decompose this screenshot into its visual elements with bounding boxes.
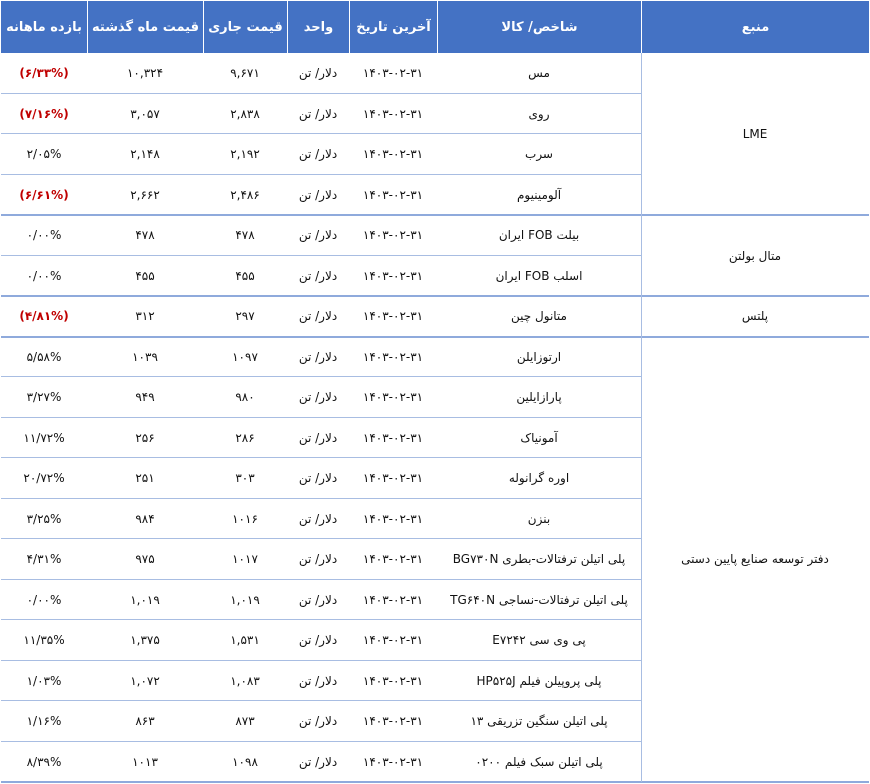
last-date-cell: ۱۴۰۳-۰۲-۳۱ — [362, 309, 424, 324]
monthly-return-cell: ۳/۲۷% — [26, 390, 62, 405]
commodity-cell: اوره گرانوله — [508, 471, 570, 486]
row-divider — [1, 579, 641, 580]
monthly-return-cell: ۱۱/۷۲% — [23, 430, 65, 445]
monthly-return-cell: (۴/۸۱%) — [19, 309, 69, 324]
last-date-cell: ۱۴۰۳-۰۲-۳۱ — [362, 633, 424, 648]
price-table — [1, 1, 869, 782]
last-date-cell: ۱۴۰۳-۰۲-۳۱ — [362, 66, 424, 81]
row-divider — [1, 498, 641, 499]
last-month-price-cell: ۱,۰۷۲ — [130, 673, 160, 688]
row-divider — [1, 295, 869, 297]
last-date-cell: ۱۴۰۳-۰۲-۳۱ — [362, 673, 424, 688]
current-price-cell: ۲,۸۳۸ — [230, 106, 260, 121]
current-price-cell: ۳۰۳ — [235, 471, 255, 486]
current-price-cell: ۹۸۰ — [235, 390, 255, 405]
monthly-return-cell: ۲۰/۷۲% — [23, 471, 65, 486]
current-price-cell: ۲,۱۹۲ — [230, 147, 260, 162]
last-date-cell: ۱۴۰۳-۰۲-۳۱ — [362, 106, 424, 121]
monthly-return-cell: ۰/۰۰% — [26, 592, 62, 607]
row-divider — [1, 741, 641, 742]
last-date-cell: ۱۴۰۳-۰۲-۳۱ — [362, 471, 424, 486]
commodity-cell: بنزن — [527, 511, 551, 526]
source-column-divider — [641, 53, 642, 782]
row-divider — [1, 255, 641, 256]
commodity-cell: پلی اتیلن سبک فیلم ۰۲۰۰ — [475, 754, 603, 769]
unit-cell: دلار/ تن — [298, 228, 338, 243]
unit-cell: دلار/ تن — [298, 673, 338, 688]
last-date-cell: ۱۴۰۳-۰۲-۳۱ — [362, 430, 424, 445]
current-price-cell: ۱,۵۳۱ — [230, 633, 260, 648]
last-date-cell: ۱۴۰۳-۰۲-۳۱ — [362, 390, 424, 405]
current-price-cell: ۱۰۹۷ — [232, 349, 258, 364]
unit-cell: دلار/ تن — [298, 552, 338, 567]
current-price-cell: ۴۵۵ — [235, 268, 255, 283]
last-month-price-cell: ۸۶۳ — [135, 714, 155, 729]
commodity-cell: اسلب FOB ایران — [495, 268, 583, 283]
current-price-cell: ۱,۰۸۳ — [230, 673, 260, 688]
last-month-price-cell: ۴۵۵ — [135, 268, 155, 283]
unit-cell: دلار/ تن — [298, 592, 338, 607]
unit-cell: دلار/ تن — [298, 714, 338, 729]
last-month-price-cell: ۴۷۸ — [135, 228, 155, 243]
last-month-price-cell: ۱۰۱۳ — [132, 754, 158, 769]
last-month-price-cell: ۱۰,۳۲۴ — [126, 66, 164, 81]
current-price-cell: ۲۸۶ — [235, 430, 255, 445]
unit-cell: دلار/ تن — [298, 754, 338, 769]
row-divider — [1, 538, 641, 539]
header-monthly-return: بازده ماهانه — [1, 1, 87, 53]
current-price-cell: ۲۹۷ — [235, 309, 255, 324]
last-month-price-cell: ۱,۳۷۵ — [130, 633, 160, 648]
commodity-cell: پلی پروپیلن فیلم HP۵۲۵J — [476, 673, 602, 688]
last-date-cell: ۱۴۰۳-۰۲-۳۱ — [362, 268, 424, 283]
source-group-cell: پلتس — [741, 309, 769, 324]
last-month-price-cell: ۹۸۴ — [135, 511, 155, 526]
last-month-price-cell: ۲,۶۶۲ — [130, 187, 160, 202]
last-date-cell: ۱۴۰۳-۰۲-۳۱ — [362, 754, 424, 769]
row-divider — [1, 457, 641, 458]
last-date-cell: ۱۴۰۳-۰۲-۳۱ — [362, 147, 424, 162]
monthly-return-cell: ۲/۰۵% — [26, 147, 62, 162]
unit-cell: دلار/ تن — [298, 430, 338, 445]
monthly-return-cell: ۱/۱۶% — [26, 714, 62, 729]
commodity-cell: ارتوزایلن — [516, 349, 562, 364]
monthly-return-cell: ۱/۰۳% — [26, 673, 62, 688]
monthly-return-cell: (۷/۱۶%) — [19, 106, 69, 121]
current-price-cell: ۱,۰۱۹ — [230, 592, 260, 607]
current-price-cell: ۱۰۱۷ — [232, 552, 258, 567]
header-last-month-price: قیمت ماه گذشته — [87, 1, 203, 53]
last-date-cell: ۱۴۰۳-۰۲-۳۱ — [362, 187, 424, 202]
last-month-price-cell: ۱,۰۱۹ — [130, 592, 160, 607]
last-month-price-cell: ۹۴۹ — [135, 390, 155, 405]
header-source: منبع — [641, 1, 869, 53]
commodity-cell: مس — [528, 66, 550, 81]
unit-cell: دلار/ تن — [298, 106, 338, 121]
unit-cell: دلار/ تن — [298, 147, 338, 162]
monthly-return-cell: ۳/۲۵% — [26, 511, 62, 526]
unit-cell: دلار/ تن — [298, 471, 338, 486]
header-last-date: آخرین تاریخ — [349, 1, 437, 53]
last-month-price-cell: ۲,۱۴۸ — [130, 147, 160, 162]
row-divider — [1, 133, 641, 134]
commodity-cell: پلی اتیلن ترفتالات-بطری BG۷۳۰N — [452, 552, 626, 567]
row-divider — [1, 417, 641, 418]
row-divider — [1, 660, 641, 661]
unit-cell: دلار/ تن — [298, 390, 338, 405]
row-divider — [1, 93, 641, 94]
header-commodity: شاخص/ کالا — [437, 1, 641, 53]
current-price-cell: ۹,۶۷۱ — [230, 66, 260, 81]
commodity-cell: پارازایلین — [516, 390, 562, 405]
monthly-return-cell: ۴/۳۱% — [26, 552, 62, 567]
monthly-return-cell: ۰/۰۰% — [26, 228, 62, 243]
last-date-cell: ۱۴۰۳-۰۲-۳۱ — [362, 552, 424, 567]
unit-cell: دلار/ تن — [298, 268, 338, 283]
header-unit: واحد — [287, 1, 349, 53]
unit-cell: دلار/ تن — [298, 511, 338, 526]
unit-cell: دلار/ تن — [298, 633, 338, 648]
monthly-return-cell: ۱۱/۳۵% — [23, 633, 65, 648]
last-date-cell: ۱۴۰۳-۰۲-۳۱ — [362, 714, 424, 729]
commodity-cell: پلی اتیلن سنگین تزریقی ۱۳ — [470, 714, 608, 729]
unit-cell: دلار/ تن — [298, 66, 338, 81]
last-month-price-cell: ۲۵۶ — [135, 430, 155, 445]
commodity-cell: آمونیاک — [520, 430, 558, 445]
monthly-return-cell: ۰/۰۰% — [26, 268, 62, 283]
current-price-cell: ۱۰۱۶ — [232, 511, 258, 526]
commodity-cell: بیلت FOB ایران — [498, 228, 580, 243]
row-divider — [1, 700, 641, 701]
monthly-return-cell: (۶/۳۳%) — [19, 66, 69, 81]
current-price-cell: ۸۷۳ — [235, 714, 255, 729]
last-date-cell: ۱۴۰۳-۰۲-۳۱ — [362, 511, 424, 526]
last-month-price-cell: ۳۱۲ — [135, 309, 155, 324]
commodity-cell: آلومینیوم — [516, 187, 562, 202]
commodity-cell: پلی اتیلن ترفتالات-نساجی TG۶۴۰N — [450, 592, 628, 607]
row-divider — [1, 619, 641, 620]
source-group-cell: متال بولتن — [728, 248, 782, 263]
commodity-cell: روی — [528, 106, 550, 121]
last-date-cell: ۱۴۰۳-۰۲-۳۱ — [362, 228, 424, 243]
source-group-cell: LME — [742, 127, 768, 141]
current-price-cell: ۱۰۹۸ — [232, 754, 258, 769]
last-date-cell: ۱۴۰۳-۰۲-۳۱ — [362, 349, 424, 364]
commodity-cell: پی وی سی E۷۲۴۲ — [492, 633, 586, 648]
last-month-price-cell: ۲۵۱ — [135, 471, 155, 486]
row-divider — [1, 336, 869, 338]
row-divider — [1, 174, 641, 175]
monthly-return-cell: (۶/۶۱%) — [19, 187, 69, 202]
last-month-price-cell: ۹۷۵ — [135, 552, 155, 567]
header-current-price: قیمت جاری — [203, 1, 287, 53]
last-date-cell: ۱۴۰۳-۰۲-۳۱ — [362, 592, 424, 607]
monthly-return-cell: ۸/۳۹% — [26, 754, 62, 769]
row-divider — [1, 376, 641, 377]
unit-cell: دلار/ تن — [298, 187, 338, 202]
last-month-price-cell: ۱۰۳۹ — [132, 349, 158, 364]
source-group-cell: دفتر توسعه صنایع پایین دستی — [681, 552, 829, 567]
commodity-cell: سرب — [525, 147, 553, 162]
unit-cell: دلار/ تن — [298, 349, 338, 364]
row-divider — [1, 214, 869, 216]
commodity-cell: متانول چین — [511, 309, 567, 324]
current-price-cell: ۴۷۸ — [235, 228, 255, 243]
unit-cell: دلار/ تن — [298, 309, 338, 324]
last-month-price-cell: ۳,۰۵۷ — [130, 106, 160, 121]
monthly-return-cell: ۵/۵۸% — [26, 349, 62, 364]
current-price-cell: ۲,۴۸۶ — [230, 187, 260, 202]
